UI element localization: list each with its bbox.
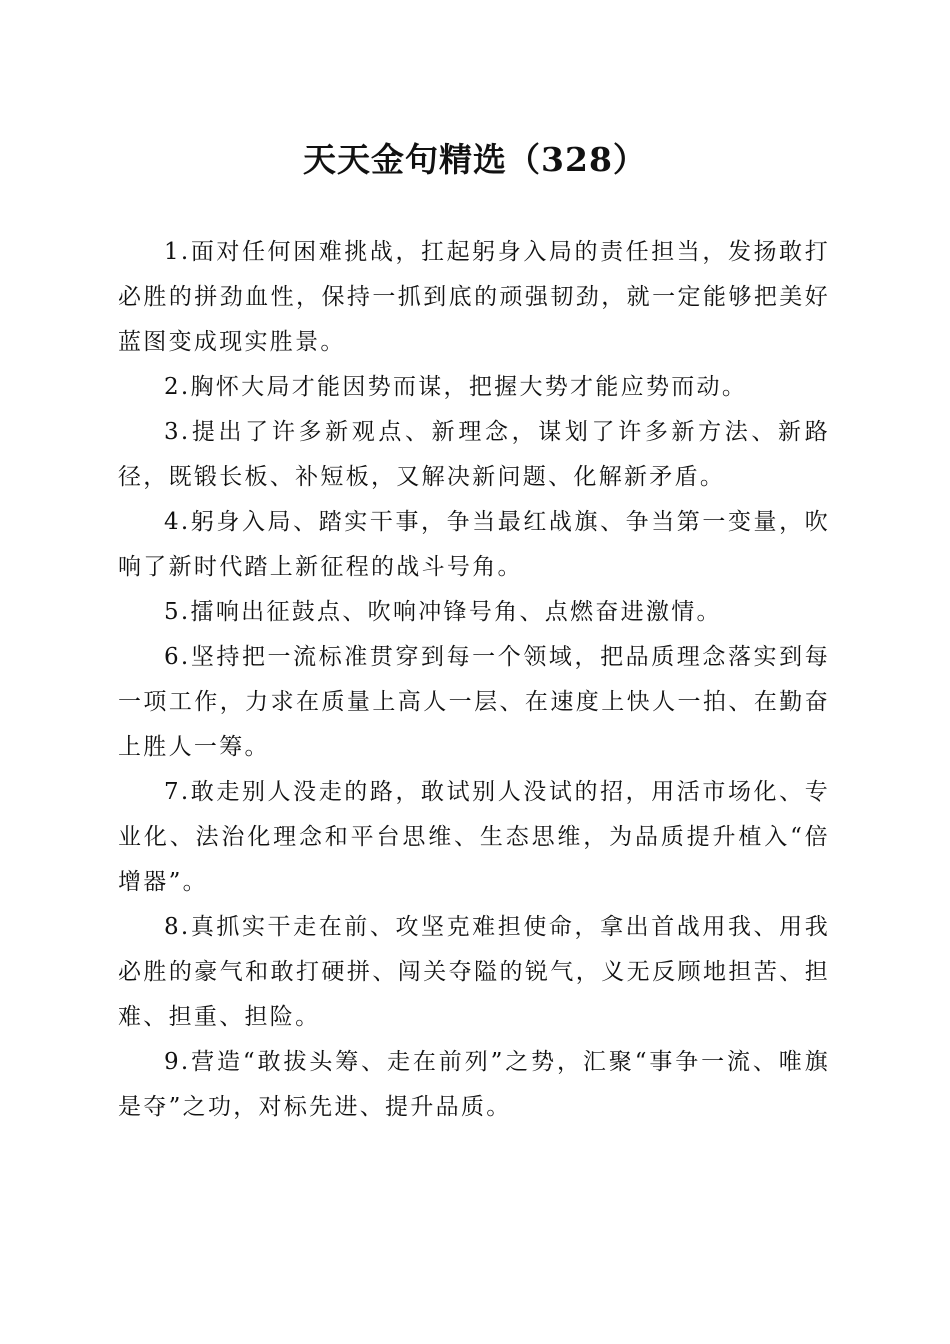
quote-item-2: 2.胸怀大局才能因势而谋，把握大势才能应势而动。 (164, 374, 748, 400)
quote-item-1: 1.面对任何困难挑战，扛起躬身入局的责任担当，发扬敢打必胜的拼劲血性，保持一抓到底的顽强韧劲，就一定能够把美好蓝图变成现实胜景。 (118, 239, 830, 355)
quote-item-6: 6.坚持把一流标准贯穿到每一个领域，把品质理念落实到每一项工作，力求在质量上高人一层、在速度上快人一拍、在勤奋上胜人一筹。 (118, 644, 830, 760)
quote-item-5: 5.擂响出征鼓点、吹响冲锋号角、点燃奋进激情。 (164, 599, 722, 625)
quote-item-9: 9.营造“敢拔头筹、走在前列”之势，汇聚“事争一流、唯旗是夺”之功，对标先进、提升品质。 (118, 1049, 830, 1120)
quote-item-8: 8.真抓实干走在前、攻坚克难担使命，拿出首战用我、用我必胜的豪气和敢打硬拼、闯关夺隘的锐气，义无反顾地担苦、担难、担重、担险。 (118, 914, 830, 1030)
quote-item-7: 7.敢走别人没走的路，敢试别人没试的招，用活市场化、专业化、法治化理念和平台思维、生态思维，为品质提升植入“倍增器”。 (118, 779, 830, 895)
page-title: 天天金句精选（328） (303, 140, 647, 179)
quote-item-4: 4.躬身入局、踏实干事，争当最红战旗、争当第一变量，吹响了新时代踏上新征程的战斗号角。 (118, 509, 830, 580)
document-body (118, 230, 830, 1130)
quote-item-3: 3.提出了许多新观点、新理念，谋划了许多新方法、新路径，既锻长板、补短板，又解决新问题、化解新矛盾。 (118, 419, 830, 490)
